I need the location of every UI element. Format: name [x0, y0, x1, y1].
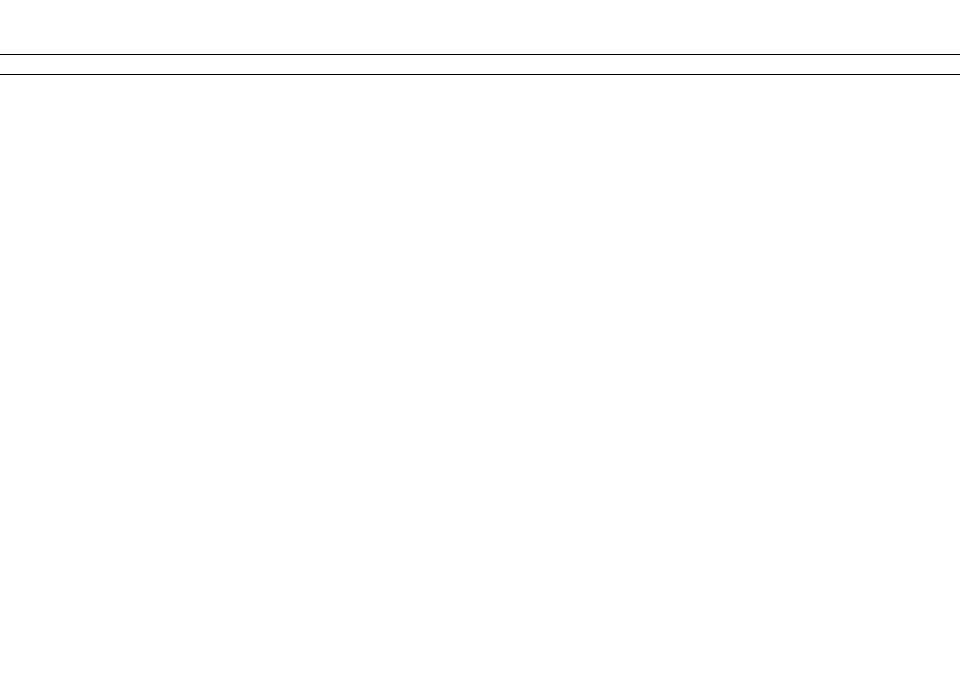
header-rule [0, 74, 960, 75]
year-header-row [0, 60, 960, 74]
top-rule [0, 54, 960, 55]
